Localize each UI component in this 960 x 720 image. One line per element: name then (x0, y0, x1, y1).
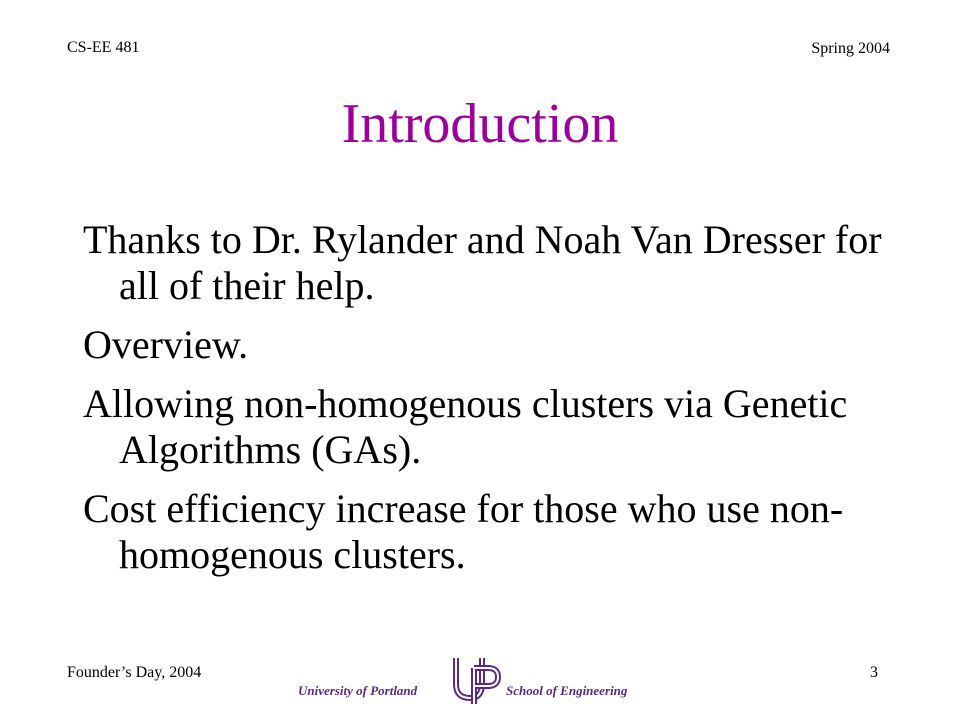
logo-school-text: School of Engineering (506, 683, 628, 698)
university-logo (298, 654, 658, 710)
bullet-item: Allowing non-homogenous clusters via Genetic Algorithms (GAs). (83, 381, 848, 472)
bullet-list (83, 217, 883, 591)
bullet-item: Cost efficiency increase for those who use non-homogenous clusters. (83, 486, 844, 577)
page-number: 3 (870, 664, 878, 681)
term-label: Spring 2004 (811, 40, 890, 57)
slide-title: Introduction (341, 93, 619, 155)
course-code: CS-EE 481 (67, 39, 140, 56)
bullet-item: Overview. (83, 322, 249, 367)
bullet-item: Thanks to Dr. Rylander and Noah Van Dresser for all of their help. (83, 217, 882, 308)
up-monogram-icon (450, 654, 502, 704)
logo-university-text: University of Portland (298, 683, 418, 698)
footer-event: Founder’s Day, 2004 (67, 664, 202, 681)
